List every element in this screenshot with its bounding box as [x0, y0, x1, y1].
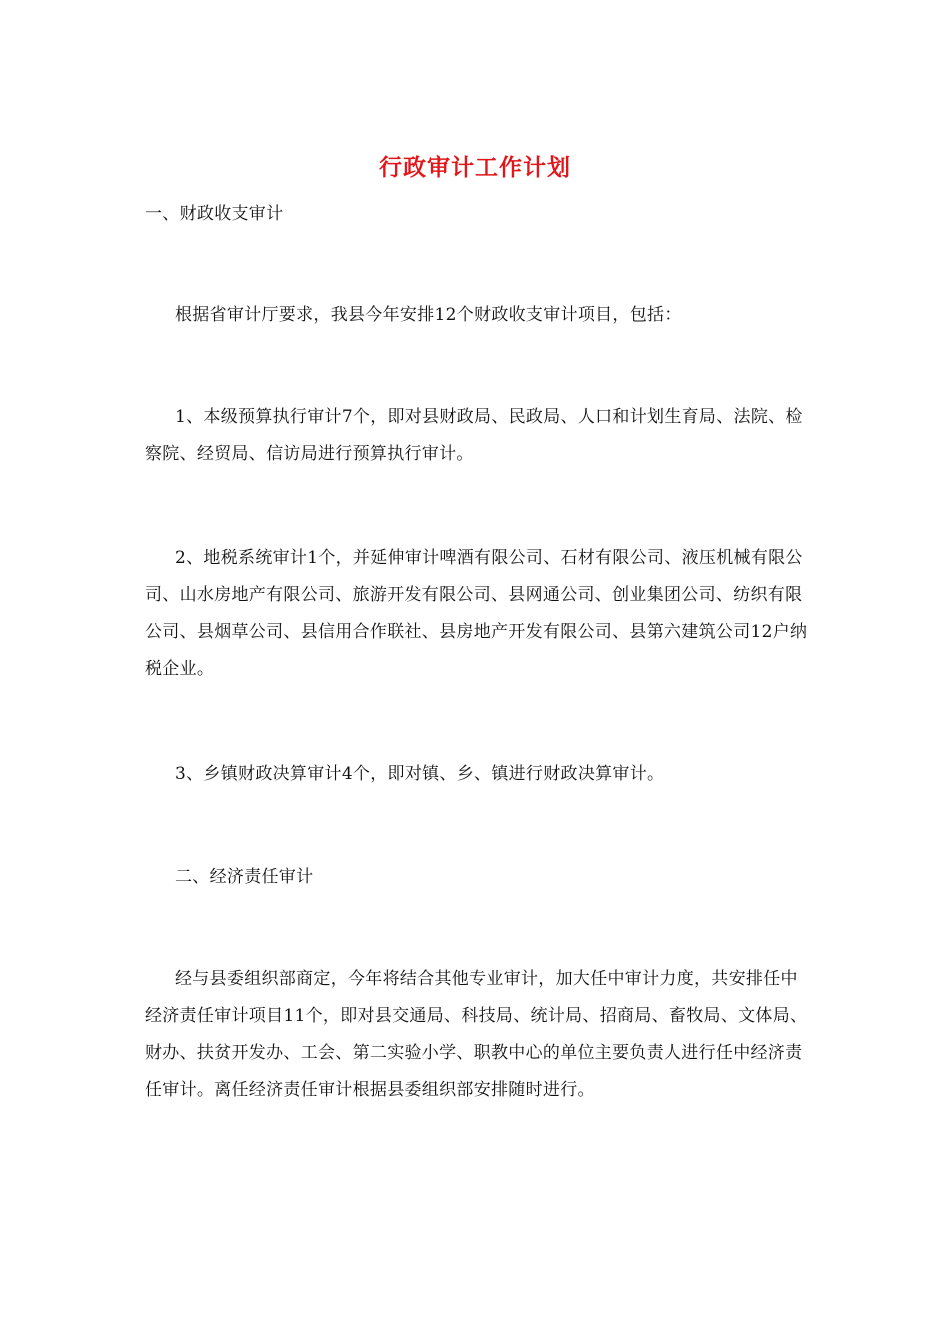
paragraph-item-2: 2、地税系统审计1个，并延伸审计啤酒有限公司、石材有限公司、液压机械有限公司、山水房地产有限公司、旅游开发有限公司、县网通公司、创业集团公司、纺织有限公司、县烟草公司、县信用合作联社、县房地产开发有限公司、县第六建筑公司12户纳税企业。	[145, 548, 808, 679]
section-heading-2: 二、经济责任审计	[175, 867, 314, 887]
paragraph-intro: 根据省审计厅要求，我县今年安排12个财政收支审计项目，包括：	[175, 305, 682, 325]
paragraph-item-1: 1、本级预算执行审计7个，即对县财政局、民政局、人口和计划生育局、法院、检察院、经贸局、信访局进行预算执行审计。	[145, 407, 803, 464]
section-heading-1: 一、财政收支审计	[145, 204, 284, 224]
paragraph-item-3: 3、乡镇财政决算审计4个，即对镇、乡、镇进行财政决算审计。	[175, 764, 665, 784]
paragraph-economic-responsibility: 经与县委组织部商定，今年将结合其他专业审计，加大任中审计力度，共安排任中经济责任审计项目11个，即对县交通局、科技局、统计局、招商局、畜牧局、文体局、财办、扶贫开发办、工会、第二实验小学、职教中心的单位主要负责人进行任中经济责任审计。离任经济责任审计根据县委组织部安排随时进行。	[145, 969, 808, 1100]
document-title: 行政审计工作计划	[379, 154, 571, 181]
